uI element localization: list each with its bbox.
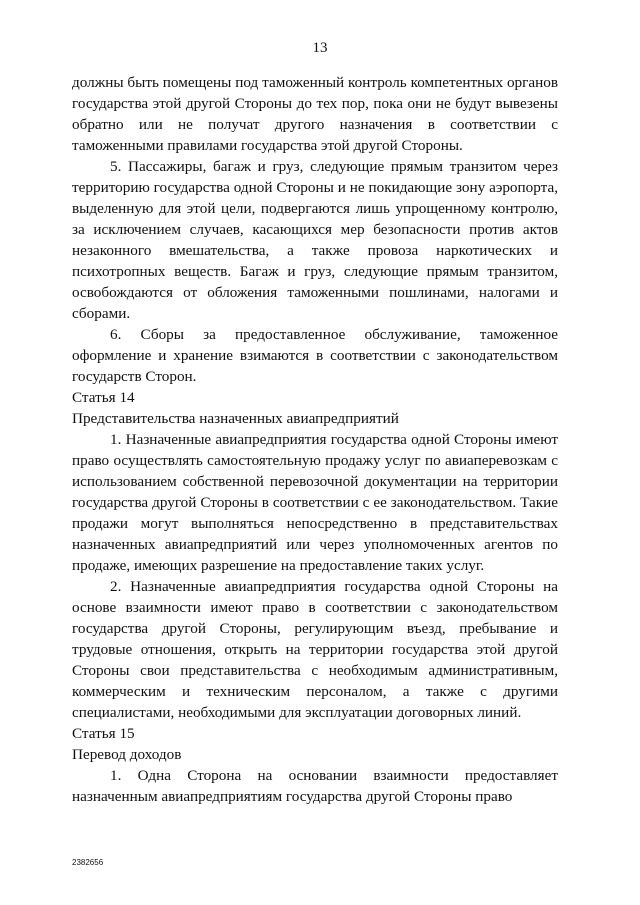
article-number: Статья 14	[72, 389, 135, 406]
paragraph: 1. Назначенные авиапредприятия государства одной Стороны имеют право осуществлять самостоятельную продажу услуг по авиаперевозкам с использованием собственной перевозочной документации на территории государства другой Стороны в соответствии с ее законодательством. Такие продажи могут выполняться непосредственно в представительствах назначенных авиапредприятий или через уполномоченных агентов по продаже, имеющих разрешение на предоставление таких услуг.	[72, 431, 558, 574]
paragraph: должны быть помещены под таможенный контроль компетентных органов государства этой другой Стороны до тех пор, пока они не будут вывезены обратно или не получат другого назначения в соответствии с таможенными правилами государства этой другой Стороны.	[72, 74, 558, 154]
paragraph: 1. Одна Сторона на основании взаимности предоставляет назначенным авиапредприятиям государства другой Стороны право	[72, 767, 558, 805]
document-code: 2382656	[72, 858, 104, 867]
paragraph: 6. Сборы за предоставленное обслуживание, таможенное оформление и хранение взимаются в соответствии с законодательством государств Сторон.	[72, 326, 558, 385]
article-title: Перевод доходов	[72, 746, 182, 763]
paragraph: 2. Назначенные авиапредприятия государства одной Стороны на основе взаимности имеют право в соответствии с законодательством государства другой Стороны, регулирующим въезд, пребывание и трудовые отношения, открыть на территории государства этой другой Стороны свои представительства с необходимым административным, коммерческим и техническим персоналом, а также с другими специалистами, необходимыми для эксплуатации договорных линий.	[72, 578, 558, 721]
page-number: 13	[312, 40, 328, 56]
article-number: Статья 15	[72, 725, 135, 742]
document-body	[72, 72, 558, 807]
article-title: Представительства назначенных авиапредприятий	[72, 410, 399, 427]
paragraph: 5. Пассажиры, багаж и груз, следующие прямым транзитом через территорию государства одной Стороны и не покидающие зону аэропорта, выделенную для этой цели, подвергаются лишь упрощенному контролю, за исключением случаев, касающихся мер безопасности против актов незаконного вмешательства, а также провоза наркотических и психотропных веществ. Багаж и груз, следующие прямым транзитом, освобождаются от обложения таможенными пошлинами, налогами и сборами.	[72, 158, 558, 322]
